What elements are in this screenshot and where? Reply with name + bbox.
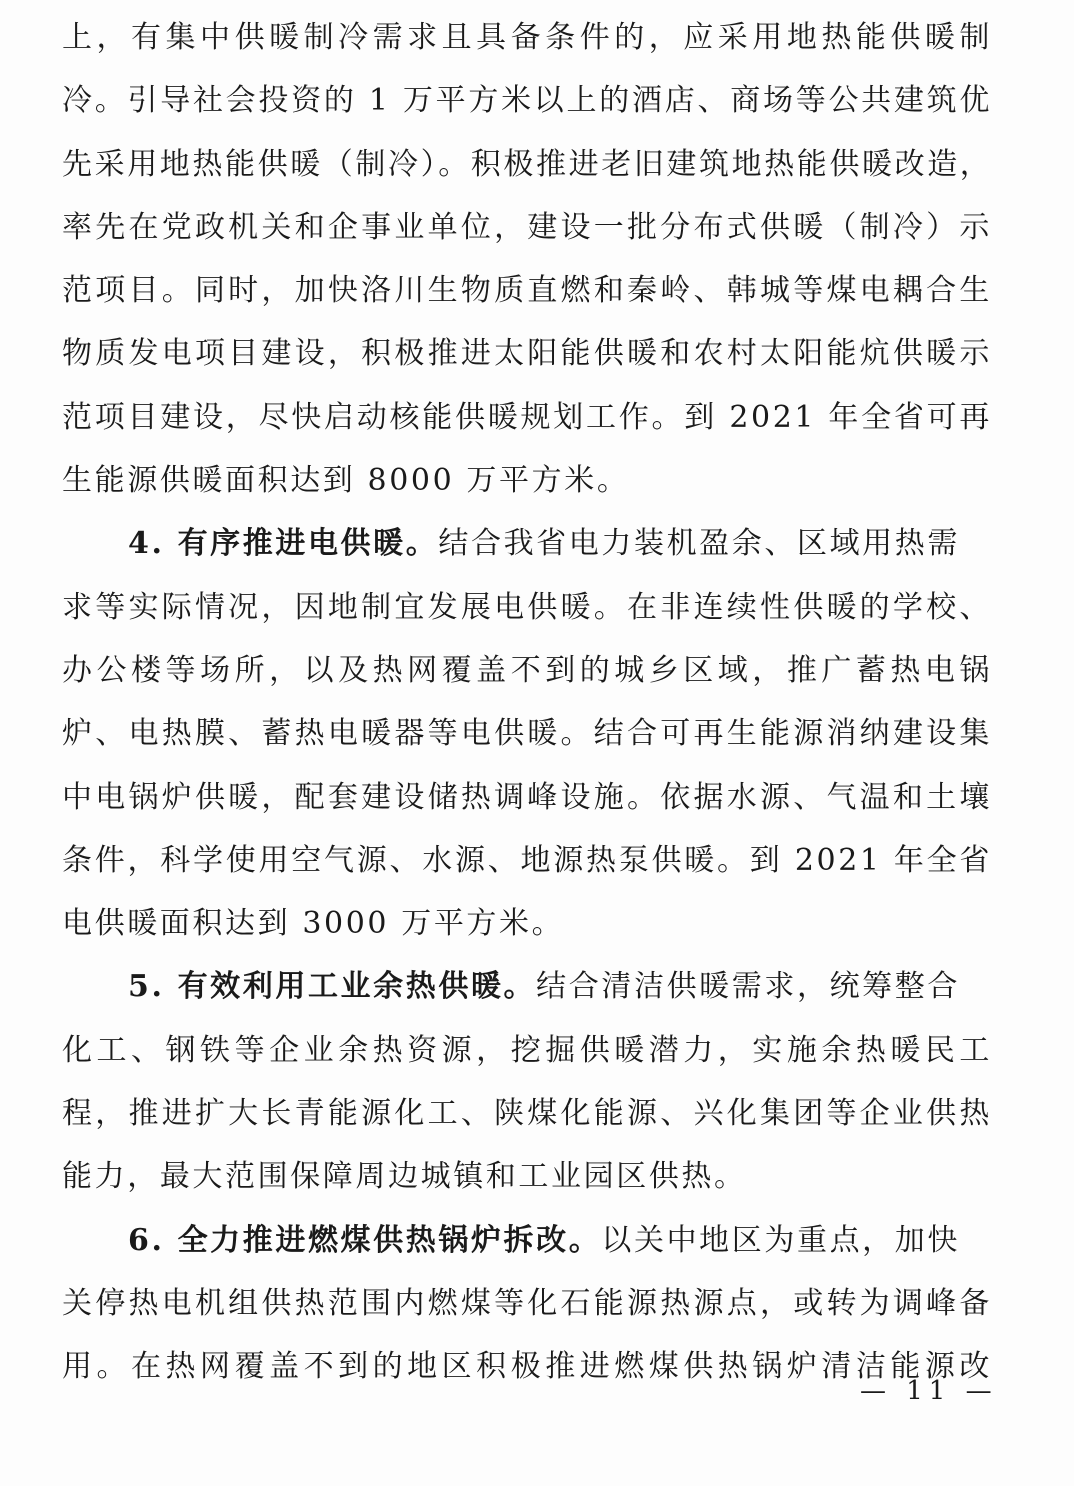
body-line: 物质发电项目建设，积极推进太阳能供暖和农村太阳能炕供暖示	[62, 336, 992, 372]
section-5-line: 程，推进扩大长青能源化工、陕煤化能源、兴化集团等企业供热	[62, 1096, 992, 1132]
body-line: 生能源供暖面积达到 8000 万平方米。	[62, 463, 630, 499]
section-6-first-text: 以关中地区为重点，加快	[601, 1222, 960, 1258]
section-5-first-text: 结合清洁供暖需求，统筹整合	[536, 969, 960, 1005]
section-4-line: 条件，科学使用空气源、水源、地源热泵供暖。到 2021 年全省	[62, 842, 992, 878]
section-4-first-line	[62, 512, 992, 575]
body-line: 冷。引导社会投资的 1 万平方米以上的酒店、商场等公共建筑优	[62, 83, 992, 119]
body-line: 范项目建设，尽快启动核能供暖规划工作。到 2021 年全省可再	[62, 399, 992, 435]
section-4-line: 电供暖面积达到 3000 万平方米。	[62, 906, 565, 942]
section-6-first-line	[62, 1209, 992, 1272]
body-line: 范项目。同时，加快洛川生物质直燃和秦岭、韩城等煤电耦合生	[62, 273, 992, 309]
section-5-first-line	[62, 955, 992, 1018]
section-4-line: 炉、电热膜、蓄热电暖器等电供暖。结合可再生能源消纳建设集	[62, 716, 992, 752]
body-line: 先采用地热能供暖（制冷）。积极推进老旧建筑地热能供暖改造，	[62, 146, 993, 182]
section-4-first-text: 结合我省电力装机盈余、区域用热需	[438, 526, 960, 562]
section-4-line: 办公楼等场所，以及热网覆盖不到的城乡区域，推广蓄热电锅	[62, 652, 992, 688]
section-5-heading: 5. 有效利用工业余热供暖。	[128, 969, 537, 1005]
section-4-heading: 4. 有序推进电供暖。	[128, 526, 439, 562]
document-body	[62, 6, 992, 1399]
section-6-line: 关停热电机组供热范围内燃煤等化石能源热源点，或转为调峰备	[62, 1285, 992, 1321]
section-4-line: 中电锅炉供暖，配套建设储热调峰设施。依据水源、气温和土壤	[62, 779, 992, 815]
section-4-line: 求等实际情况，因地制宜发展电供暖。在非连续性供暖的学校、	[62, 589, 992, 625]
body-line: 率先在党政机关和企事业单位，建设一批分布式供暖（制冷）示	[62, 209, 992, 245]
section-6-line: 用。在热网覆盖不到的地区积极推进燃煤供热锅炉清洁能源改	[62, 1349, 992, 1385]
section-5-line: 化工、钢铁等企业余热资源，挖掘供暖潜力，实施余热暖民工	[62, 1032, 992, 1068]
page-number: — 11 —	[860, 1376, 998, 1406]
body-line: 上，有集中供暖制冷需求且具备条件的，应采用地热能供暖制	[62, 20, 992, 55]
section-5-line: 能力，最大范围保障周边城镇和工业园区供热。	[62, 1159, 747, 1195]
section-6-heading: 6. 全力推进燃煤供热锅炉拆改。	[128, 1222, 602, 1258]
